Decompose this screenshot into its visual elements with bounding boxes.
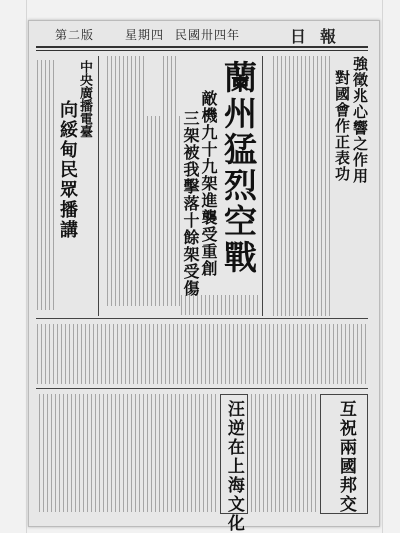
column-divider-left: [98, 56, 99, 316]
right-headline-b: 對國會作正表功: [333, 70, 351, 182]
lead-subhead-2: 三架被我擊落十餘架受傷: [181, 110, 200, 297]
mid-page-rule: [36, 318, 368, 319]
right-headline-a: 強徵兆心響之作用: [351, 56, 369, 184]
bottom-right-headline: 互祝兩國邦交: [335, 400, 356, 514]
left-story-text: [36, 60, 54, 310]
masthead-weekday: 星期四: [125, 28, 165, 42]
left-headline: 向綏甸民眾播講: [57, 100, 78, 240]
masthead-date: 民國卅四年: [175, 28, 241, 42]
sleeve-edge-right: [382, 0, 383, 533]
left-byline: 中央廣播電臺: [77, 60, 92, 138]
masthead-title: 日報: [290, 27, 351, 46]
column-divider: [262, 56, 263, 316]
bottom-story-text-left: [36, 394, 216, 512]
lead-story-text-lower: [180, 295, 258, 315]
bottom-left-headline: 汪逆在上海文化: [223, 400, 244, 533]
bottom-story-text-right: [250, 394, 316, 512]
lead-story-text-top: [160, 56, 176, 116]
right-story-text: [270, 56, 330, 316]
sleeve-edge-left: [26, 0, 27, 533]
masthead-page-number: 第二版: [55, 28, 95, 42]
masthead-rule: [36, 46, 368, 48]
lead-subhead-1: 敵機九十九架進襲受重創: [199, 90, 218, 277]
lower-rule: [36, 388, 368, 389]
lower-story-text: [36, 324, 366, 384]
lead-headline: 蘭州猛烈空戰: [219, 60, 258, 276]
masthead-rule-thin: [36, 50, 368, 51]
